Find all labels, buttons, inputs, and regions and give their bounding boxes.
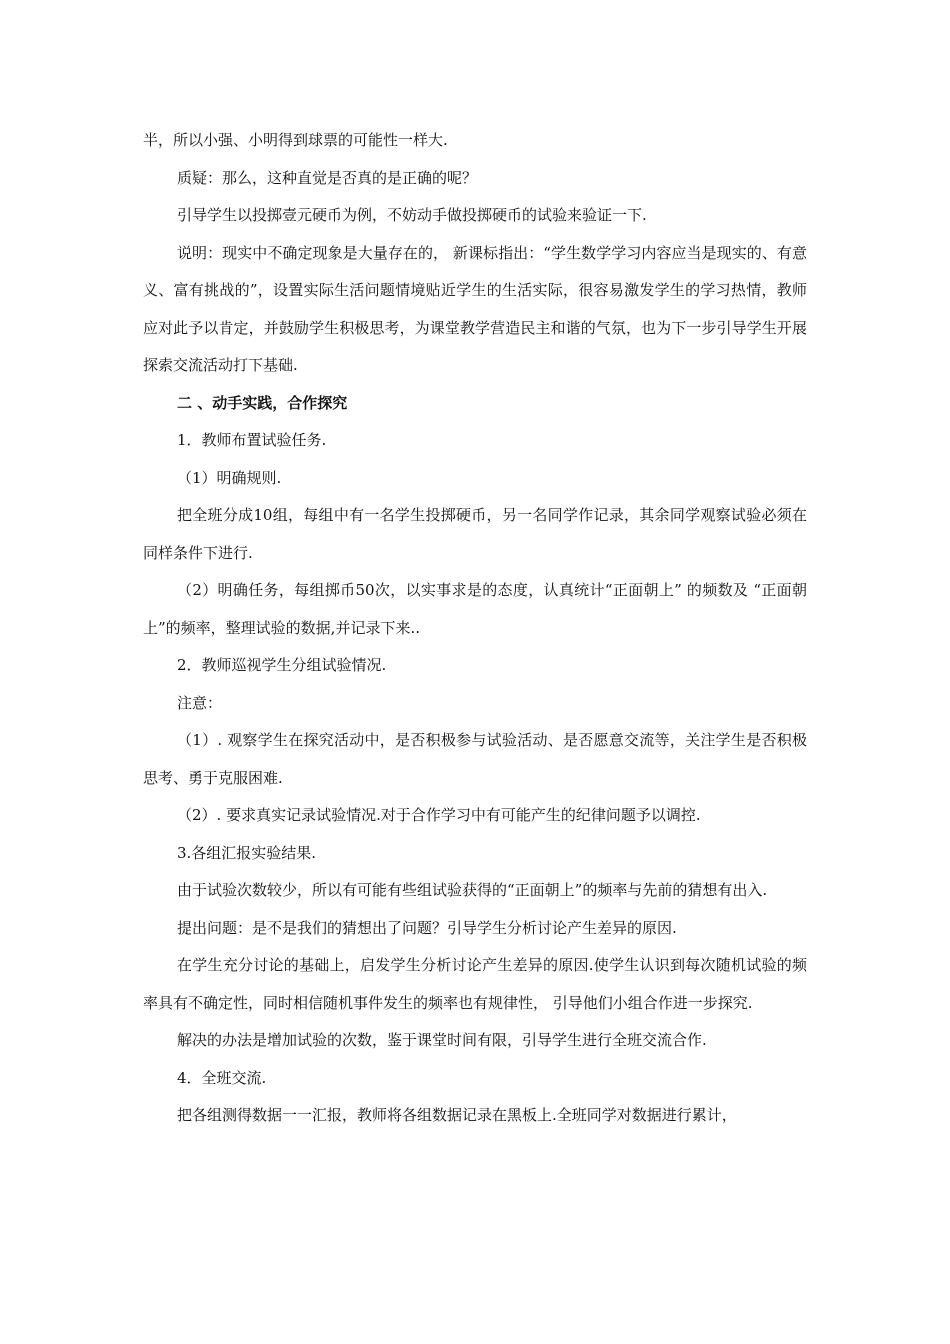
paragraph-step-3: 3.各组汇报实验结果. [177, 843, 317, 862]
paragraph-report: 把各组测得数据一一汇报，教师将各组数据记录在黑板上.全班同学对数据进行累计， [177, 1106, 737, 1124]
paragraph-rule: （1）明确规则. [177, 468, 282, 487]
paragraph-problem: 提出问题：是不是我们的猜想出了问题？引导学生分析讨论产生差异的原因. [177, 918, 677, 937]
paragraph-groups: 把全班分成10组，每组中有一名学生投掷硬币，另一名同学作记录，其余同学观察试验必须在同样条件下进行. [143, 506, 807, 562]
paragraph-task: （2）明确任务，每组掷币50次，以实事求是的态度，认真统计“正面朝上” 的频数及 “正面朝上”的频率，整理试验的数据,并记录下来.. [143, 581, 807, 637]
paragraph-step-4: 4．全班交流. [177, 1068, 267, 1087]
paragraph-step-2: 2．教师巡视学生分组试验情况. [177, 656, 387, 674]
paragraph-guide-coin: 引导学生以投掷壹元硬币为例，不妨动手做投掷硬币的试验来验证一下. [177, 206, 647, 224]
paragraph-note-1: （1）. 观察学生在探究活动中，是否积极参与试验活动、是否愿意交流等，关注学生是否积极思考、勇于克服困难. [143, 731, 807, 787]
paragraph-discussion: 在学生充分讨论的基础上，启发学生分析讨论产生差异的原因.使学生认识到每次随机试验的频率具有不确定性，同时相信随机事件发生的频率也有规律性， 引导他们小组合作进一步探究. [143, 956, 807, 1012]
paragraph-step-1: 1．教师布置试验任务. [177, 431, 327, 449]
paragraph-note: 注意： [177, 693, 223, 712]
section-heading: 二 、动手实践，合作探究 [177, 393, 348, 412]
paragraph-discrepancy: 由于试验次数较少，所以有可能有些组试验获得的“正面朝上”的频率与先前的猜想有出入. [177, 881, 768, 899]
paragraph-solution: 解决的办法是增加试验的次数，鉴于课堂时间有限，引导学生进行全班交流合作. [177, 1031, 707, 1049]
paragraph-continuation: 半，所以小强、小明得到球票的可能性一样大. [143, 131, 448, 149]
paragraph-question: 质疑：那么，这种直觉是否真的是正确的呢？ [177, 168, 478, 187]
document-body [143, 122, 807, 1135]
paragraph-explanation: 说明：现实中不确定现象是大量存在的， 新课标指出：“学生数学学习内容应当是现实的、有意义、富有挑战的”，设置实际生活问题情境贴近学生的生活实际，很容易激发学生的学习热情，教师应对此予以肯定，并鼓励学生积极思考，为课堂教学营造民主和谐的气氛，也为下一步引导学生开展探索交流活动打下基础. [143, 243, 807, 374]
paragraph-note-2: （2）. 要求真实记录试验情况.对于合作学习中有可能产生的纪律问题予以调控. [177, 806, 701, 824]
